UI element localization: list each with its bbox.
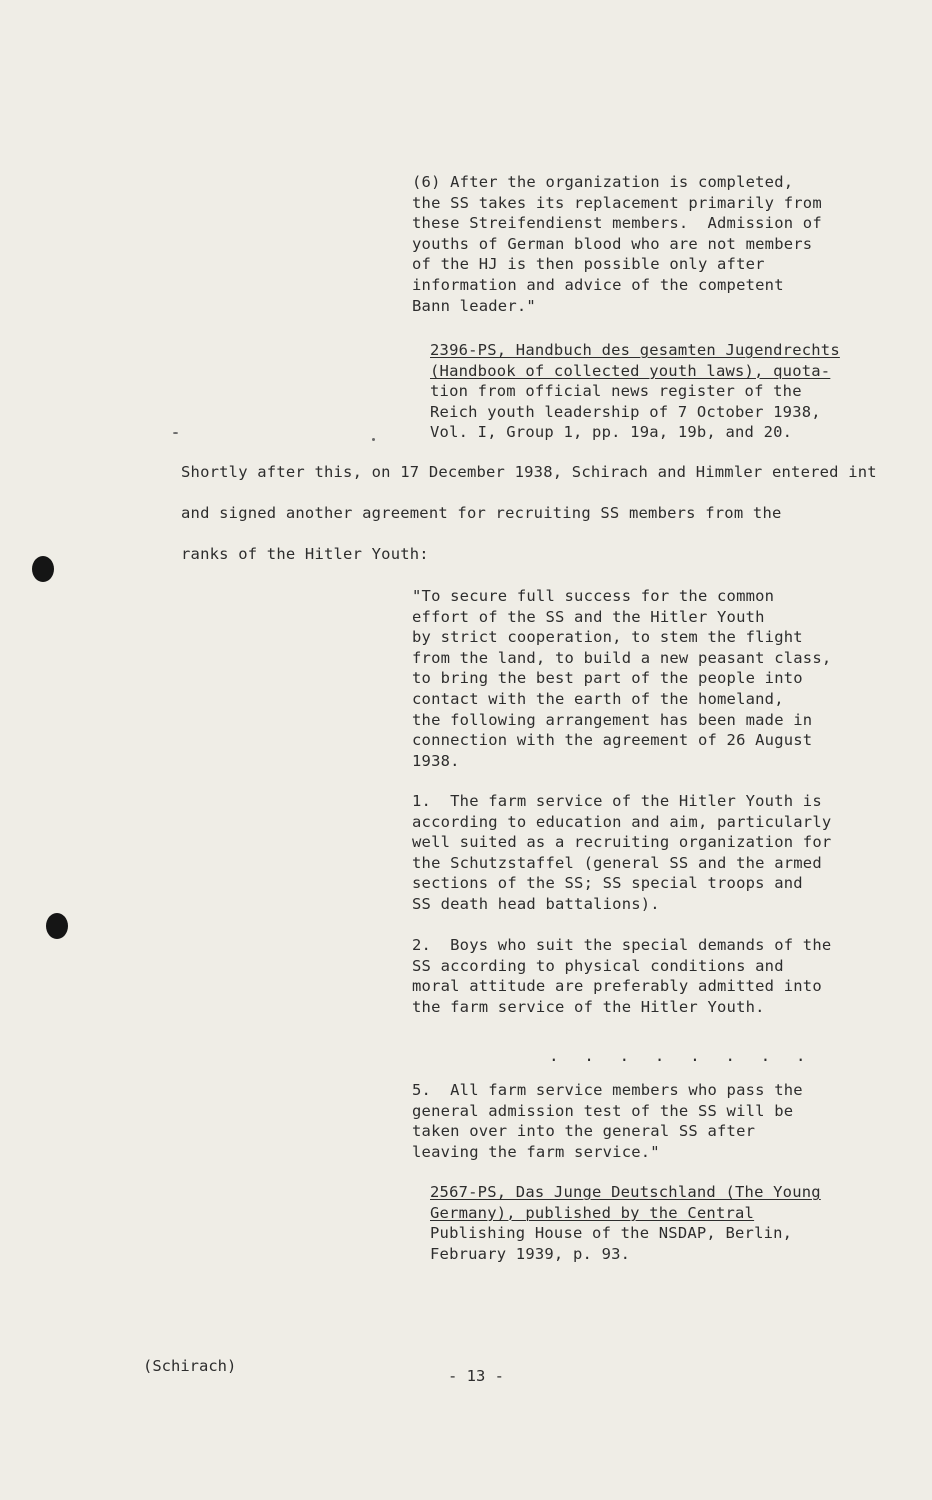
body-line: ranks of the Hitler Youth: — [181, 545, 429, 563]
citation-line: February 1939, p. 93. — [430, 1244, 631, 1263]
citation-line: Vol. I, Group 1, pp. 19a, 19b, and 20. — [430, 423, 793, 442]
citation-line: Reich youth leadership of 7 October 1938, — [430, 402, 821, 421]
quote-line: moral attitude are preferably admitted into — [412, 977, 822, 996]
citation-line: (Handbook of collected youth laws), quota- — [430, 361, 831, 380]
quote-line: 5. All farm service members who pass the — [412, 1081, 803, 1099]
quote-item-5 — [412, 1080, 803, 1162]
quote-line: connection with the agreement of 26 August — [412, 731, 813, 750]
quote-line: taken over into the general SS after — [412, 1122, 756, 1141]
quote-line: effort of the SS and the Hitler Youth — [412, 607, 765, 626]
quote-line: of the HJ is then possible only after — [412, 255, 765, 274]
quote-line: 2. Boys who suit the special demands of the — [412, 936, 832, 954]
citation-line: Germany), published by the Central — [430, 1203, 755, 1222]
citation-line: Publishing House of the NSDAP, Berlin, — [430, 1224, 793, 1243]
body-line: and signed another agreement for recruiting SS members from the — [181, 504, 782, 522]
quote-line: youths of German blood who are not members — [412, 234, 813, 253]
omission-ellipsis: . . . . . . . . — [549, 1046, 814, 1065]
quote-line: SS death head battalions). — [412, 894, 660, 913]
quote-line: "To secure full success for the common — [412, 587, 775, 605]
quote-line: the SS takes its replacement primarily from — [412, 193, 822, 212]
citation-line: 2396-PS, Handbuch des gesamten Jugendrechts — [430, 341, 840, 359]
punch-hole — [46, 913, 68, 939]
quote-line: general admission test of the SS will be — [412, 1101, 794, 1120]
quote-line: to bring the best part of the people into — [412, 669, 803, 688]
citation-line: tion from official news register of the — [430, 382, 802, 401]
quote-paragraph-6 — [412, 172, 822, 316]
quote-line: (6) After the organization is completed, — [412, 173, 794, 191]
quote-line: these Streifendienst members. Admission of — [412, 214, 822, 233]
paper-speck — [173, 432, 178, 434]
quote-line: the farm service of the Hitler Youth. — [412, 997, 765, 1016]
page-number: - 13 - — [448, 1367, 504, 1385]
quote-item-1 — [412, 791, 831, 915]
footer-defendant-label: (Schirach) — [143, 1357, 237, 1375]
quote-line: leaving the farm service." — [412, 1142, 660, 1161]
quote-intro — [412, 586, 831, 771]
citation-line: 2567-PS, Das Junge Deutschland (The Young — [430, 1183, 821, 1201]
quote-item-2 — [412, 935, 831, 1017]
citation-2567-ps — [430, 1182, 821, 1264]
quote-line: 1938. — [412, 751, 460, 770]
quote-line: by strict cooperation, to stem the flight — [412, 628, 803, 647]
citation-2396-ps — [430, 340, 840, 443]
quote-line: according to education and aim, particularly — [412, 812, 832, 831]
quote-line: SS according to physical conditions and — [412, 956, 784, 975]
body-line: Shortly after this, on 17 December 1938, Schirach and Himmler entered int — [181, 463, 877, 481]
punch-hole — [32, 556, 54, 582]
quote-line: well suited as a recruiting organization for — [412, 833, 832, 852]
quote-line: 1. The farm service of the Hitler Youth is — [412, 792, 822, 810]
quote-line: sections of the SS; SS special troops and — [412, 874, 803, 893]
quote-line: information and advice of the competent — [412, 275, 784, 294]
quote-line: the Schutzstaffel (general SS and the armed — [412, 853, 822, 872]
quote-line: Bann leader." — [412, 296, 536, 315]
quote-line: the following arrangement has been made in — [412, 710, 813, 729]
quote-line: contact with the earth of the homeland, — [412, 689, 784, 708]
paper-speck — [372, 438, 375, 441]
quote-line: from the land, to build a new peasant class, — [412, 648, 832, 667]
